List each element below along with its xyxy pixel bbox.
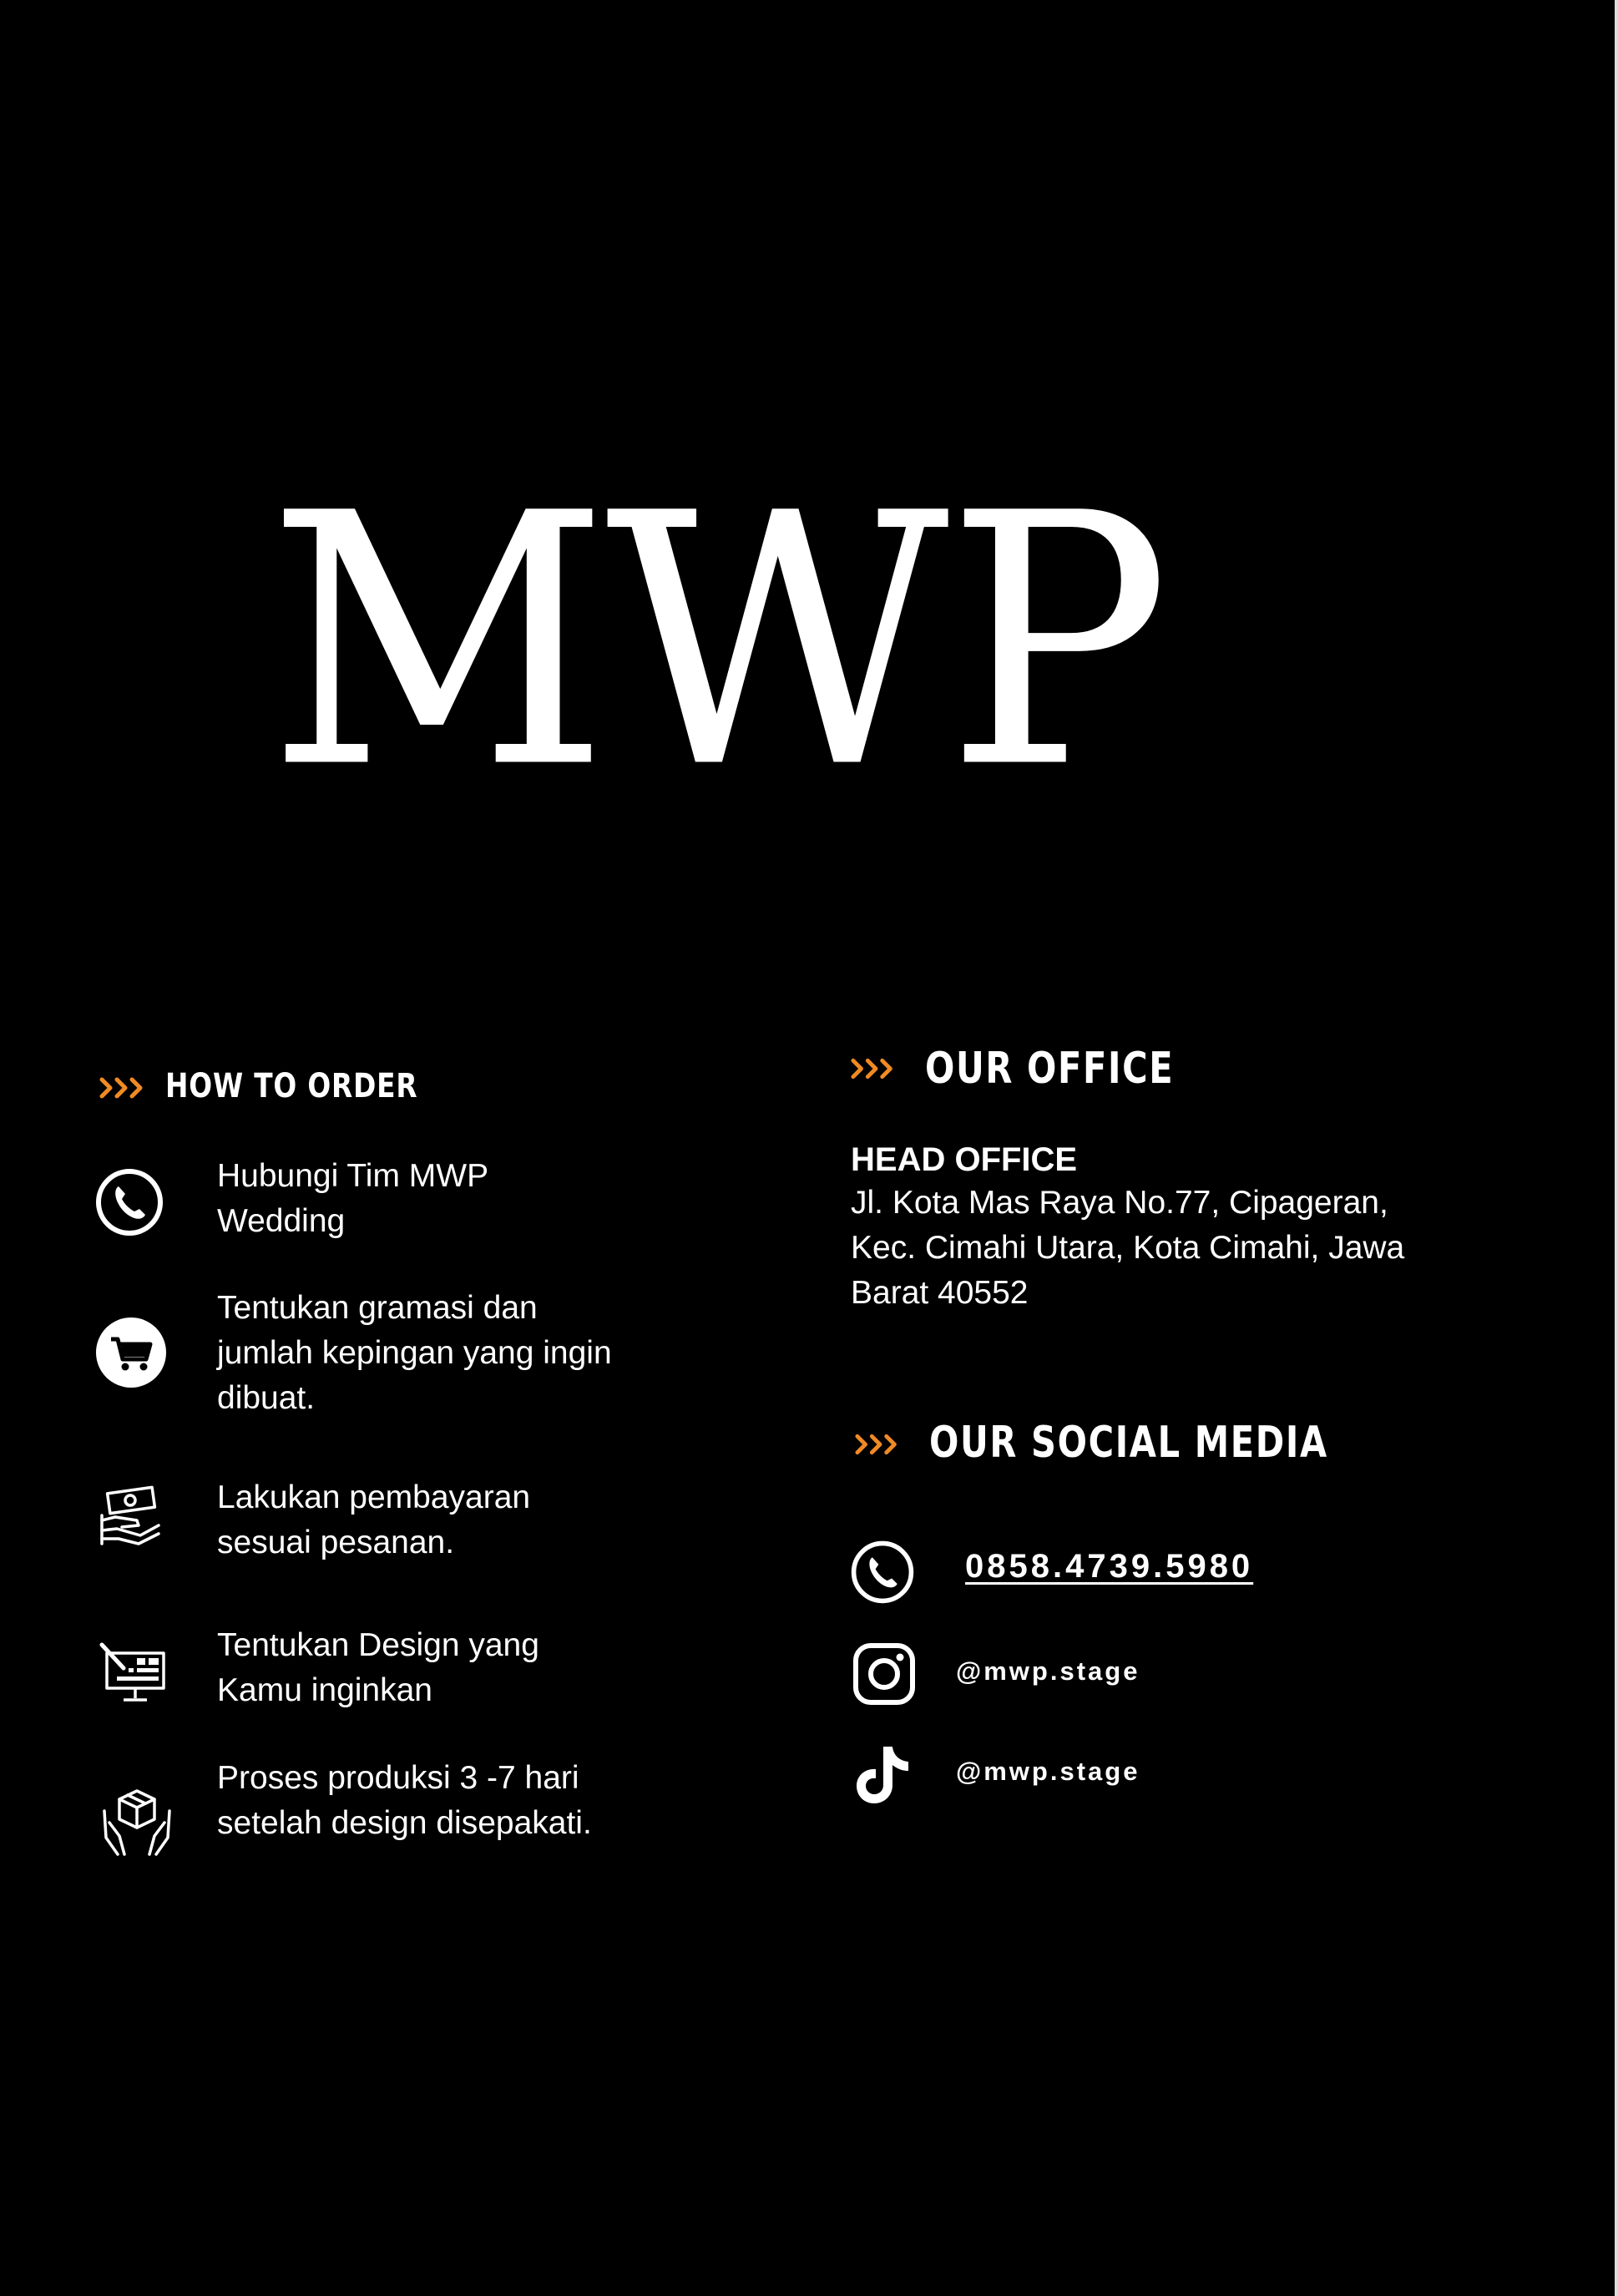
our-office-title: OUR OFFICE bbox=[925, 1044, 1175, 1094]
step-4-text: Tentukan Design yang Kamu inginkan bbox=[217, 1627, 539, 1708]
our-social-media-title: OUR SOCIAL MEDIA bbox=[929, 1418, 1328, 1468]
phone-icon bbox=[849, 1539, 916, 1606]
step-5-text: Proses produksi 3 -7 hari setelah design disepakati. bbox=[217, 1760, 592, 1841]
how-to-order-title: HOW TO ORDER bbox=[165, 1067, 418, 1105]
step-2-text: Tentukan gramasi dan jumlah kepingan yang ingin dibuat. bbox=[217, 1290, 612, 1416]
payment-icon bbox=[97, 1484, 164, 1550]
page-edge bbox=[1615, 0, 1618, 2296]
phone-number-link[interactable]: 0858.4739.5980 bbox=[965, 1548, 1254, 1585]
instagram-handle[interactable]: @mwp.stage bbox=[956, 1656, 1140, 1686]
office-address: Jl. Kota Mas Raya No.77, Cipageran, Kec. Cimahi Utara, Kota Cimahi, Jawa Barat 40552 bbox=[851, 1185, 1405, 1311]
cart-icon bbox=[96, 1317, 166, 1388]
brand-logo bbox=[0, 440, 1618, 845]
step-3-text: Lakukan pembayaran sesuai pesanan. bbox=[217, 1479, 531, 1560]
head-office-label: HEAD OFFICE bbox=[851, 1141, 1078, 1178]
design-icon bbox=[99, 1641, 169, 1708]
tiktok-icon[interactable] bbox=[853, 1743, 913, 1807]
logo-text: MWP bbox=[267, 440, 1167, 845]
chevrons-icon bbox=[99, 1071, 150, 1105]
tiktok-handle[interactable]: @mwp.stage bbox=[956, 1757, 1140, 1786]
chevrons-icon bbox=[854, 1428, 904, 1461]
step-1-text: Hubungi Tim MWP Wedding bbox=[217, 1158, 488, 1239]
chevrons-icon bbox=[850, 1052, 900, 1085]
package-hands-icon bbox=[99, 1786, 174, 1861]
phone-icon bbox=[94, 1166, 165, 1238]
instagram-icon[interactable] bbox=[852, 1641, 917, 1707]
